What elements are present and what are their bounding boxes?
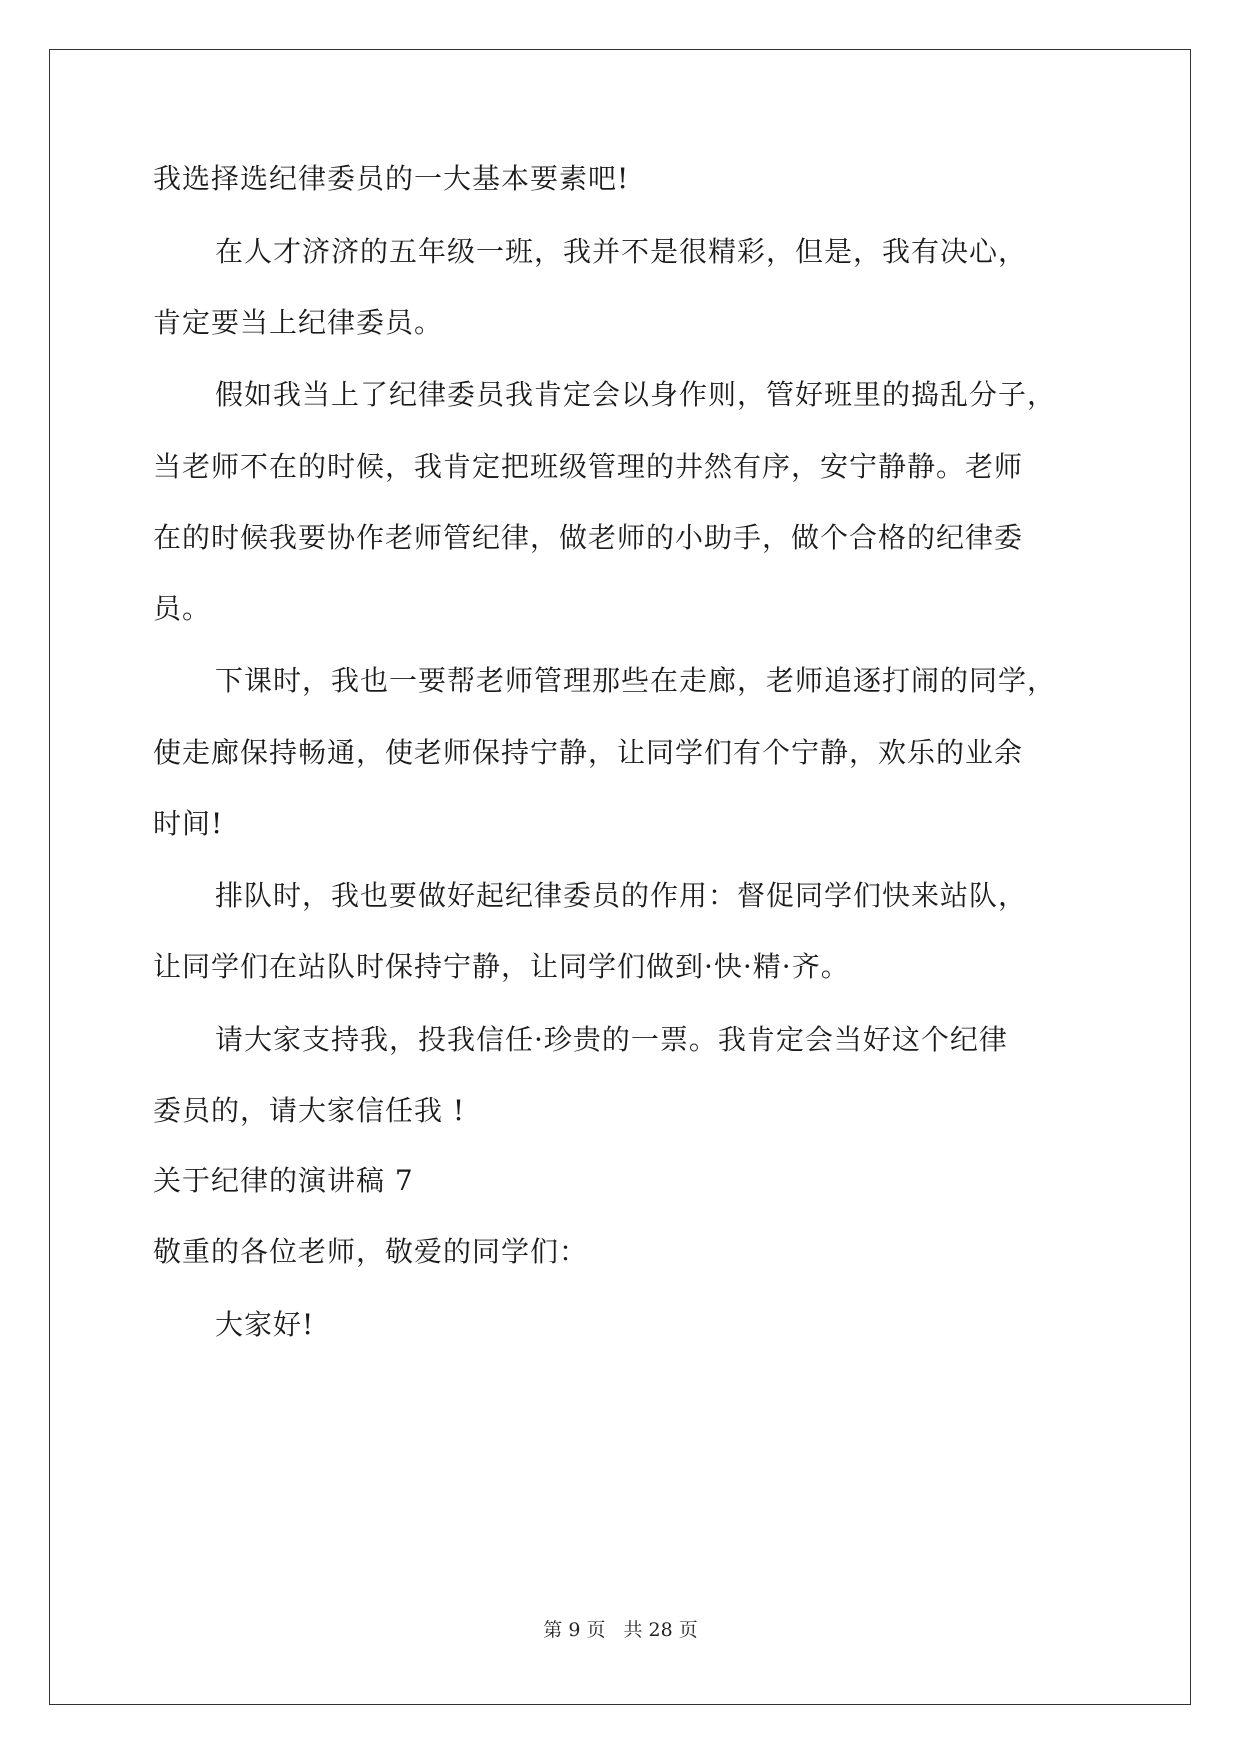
text-line: 时间! <box>153 807 224 840</box>
text-line: 当老师不在的时候，我肯定把班级管理的井然有序，安宁静静。老师 <box>153 450 1024 483</box>
page-footer <box>0 1618 1241 1642</box>
text-line: 请大家支持我，投我信任·珍贵的一票。我肯定会当好这个纪律 <box>215 1023 1008 1056</box>
text-line: 使走廊保持畅通，使老师保持宁静，让同学们有个宁静，欢乐的业余 <box>153 736 1024 769</box>
text-line: 在人才济济的五年级一班，我并不是很精彩，但是，我有决心， <box>215 235 1028 268</box>
text-line: 委员的，请大家信任我 ! <box>153 1094 466 1127</box>
greeting: 大家好! <box>215 1308 315 1341</box>
page-total: 共 28 页 <box>623 1619 698 1641</box>
text-line: 肯定要当上纪律委员。 <box>153 306 444 339</box>
salutation: 敬重的各位老师，敬爱的同学们： <box>153 1235 589 1268</box>
section-heading: 关于纪律的演讲稿 7 <box>153 1164 414 1197</box>
page-number: 第 9 页 <box>543 1619 606 1641</box>
text-line: 假如我当上了纪律委员我肯定会以身作则，管好班里的捣乱分子， <box>215 378 1057 411</box>
page-border <box>49 49 1191 1705</box>
text-line: 我选择选纪律委员的一大基本要素吧! <box>153 162 630 195</box>
text-line: 在的时候我要协作老师管纪律，做老师的小助手，做个合格的纪律委 <box>153 521 1024 554</box>
text-line: 下课时，我也一要帮老师管理那些在走廊，老师追逐打闹的同学， <box>215 664 1057 697</box>
text-line: 员。 <box>153 592 212 625</box>
text-line: 排队时，我也要做好起纪律委员的作用：督促同学们快来站队， <box>215 879 1028 912</box>
text-line: 让同学们在站队时保持宁静，让同学们做到·快·精·齐。 <box>153 950 850 983</box>
